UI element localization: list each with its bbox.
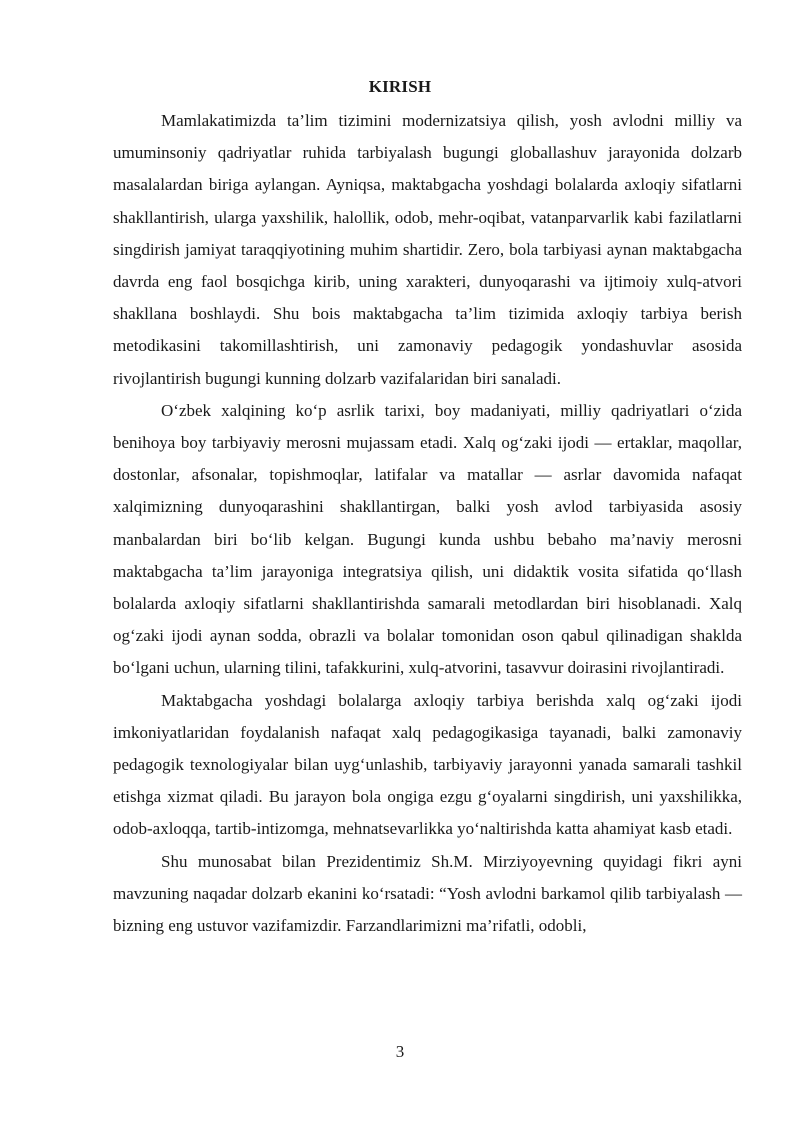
paragraph-president-quote: Shu munosabat bilan Prezidentimiz Sh.M. Mirziyoyevning quyidagi fikri ayni mavzuning naqadar dolzarb ekanini ko‘rsatadi: “Yosh avlodni barkamol qilib tarbiyalash — bizning eng ustuvor vazifamizdir. Farzandlarimizni ma’rifatli, odobli, <box>113 851 742 936</box>
paragraph-preschool-upbringing: Maktabgacha yoshdagi bolalarga axloqiy tarbiya berishda xalq og‘zaki ijodi imkoniyatlaridan foydalanish nafaqat xalq pedagogikasiga tayanadi, balki zamonaviy pedagogik texnologiyalar bilan uyg‘unlashib, tarbiyaviy jarayonni yanada samarali tashkil etishga xizmat qiladi. Bu jarayon bola ongiga ezgu g‘oyalarni singdirish, uni yaxshilikka, odob-axloqqa, tartib-intizomga, mehnatsevarlikka yo‘naltirishda katta ahamiyat kasb etadi. <box>113 690 742 839</box>
paragraph-folklore-heritage: O‘zbek xalqining ko‘p asrlik tarixi, boy madaniyati, milliy qadriyatlari o‘zida benihoya boy tarbiyaviy merosni mujassam etadi. Xalq og‘zaki ijodi — ertaklar, maqollar, dostonlar, afsonalar, topishmoqlar, latifalar va matallar — asrlar davomida nafaqat xalqimizning dunyoqarashini shakllantirgan, balki yosh avlod tarbiyasida asosiy manbalardan biri bo‘lib kelgan. Bugungi kunda ushbu bebaho ma’naviy merosni maktabgacha ta’lim jarayoniga integratsiya qilish, uni didaktik vosita sifatida qo‘llash bolalarda axloqiy sifatlarni shakllantirishda samarali metodlardan biri hisoblanadi. Xalq og‘zaki ijodi aynan sodda, obrazli va bolalar tomonidan oson qabul qilinadigan shaklda bo‘lgani uchun, ularning tilini, tafakkurini, xulq-atvorini, tasavvur doirasini rivojlantiradi. <box>113 400 742 678</box>
section-heading: KIRISH <box>368 77 432 96</box>
page-number: 3 <box>395 1042 405 1061</box>
paragraph-modernization: Mamlakatimizda ta’lim tizimini modernizatsiya qilish, yosh avlodni milliy va umuminsoniy qadriyatlar ruhida tarbiyalash bugungi globallashuv jarayonida dolzarb masalalardan biriga aylangan. Ayniqsa, maktabgacha yoshdagi bolalarda axloqiy sifatlarni shakllantirish, ularga yaxshilik, halollik, odob, mehr-oqibat, vatanparvarlik kabi fazilatlarni singdirish jamiyat taraqqiyotining muhim shartidir. Zero, bola tarbiyasi aynan maktabgacha davrda eng faol bosqichga kirib, uning xarakteri, dunyoqarashi va ijtimoiy xulq-atvori shakllana boshlaydi. Shu bois maktabgacha ta’lim tizimida axloqiy tarbiya berish metodikasini takomillashtirish, uni zamonaviy pedagogik yondashuvlar asosida rivojlantirish bugungi kunning dolzarb vazifalaridan biri sanaladi. <box>113 111 742 388</box>
body-text <box>113 105 742 942</box>
